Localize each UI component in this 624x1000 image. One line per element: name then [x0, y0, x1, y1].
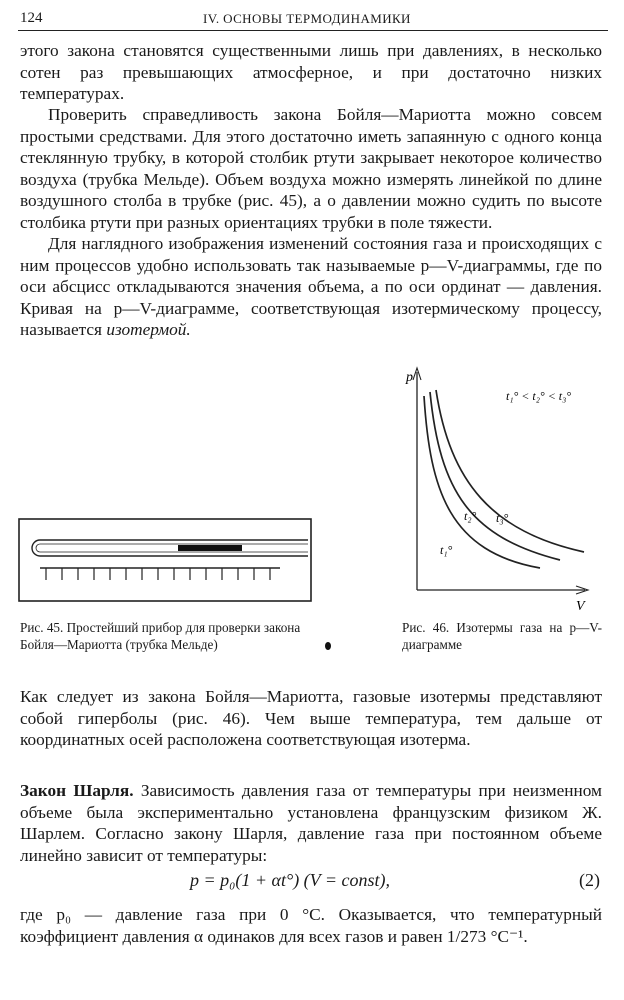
paragraph-2: Проверить справедливость закона Бойля—Мариотта можно совсем простыми средствами. Для этого достаточно иметь запаянную с одного конца стеклянную трубку, в которой столбик ртути закрывает некоторое количество воздуха (трубка Мельде). Объем воздуха можно измерять линейкой по длине воздушного столба в трубке (рис. 45), а о давлении можно судить по высоте столбика ртути при разных ориентациях трубки в поле тяжести. — [20, 105, 602, 232]
isotherm-label-t2: t₂° — [464, 509, 477, 523]
board — [19, 519, 311, 601]
glass-tube-inner — [36, 544, 308, 552]
axis-v-label: V — [576, 599, 585, 614]
isotherm-label-t1: t₁° — [440, 543, 453, 557]
paragraph-5 — [20, 780, 602, 866]
temperature-relation: t₁° < t₂° < t₃° — [506, 389, 572, 403]
figure-46-isotherms — [400, 362, 600, 617]
paragraph-6: где p₀ — давление газа при 0 °С. Оказывается, что температурный коэффициент давления α одинаков для всех газов и равен 1/273 °С⁻¹. — [20, 905, 602, 946]
section-title-charles-law: Закон Шарля. — [20, 781, 134, 800]
term-isotherm: изотермой. — [106, 320, 191, 340]
formula-number: (2) — [579, 870, 600, 890]
mercury-column — [178, 545, 242, 551]
page-number: 124 — [20, 10, 43, 26]
paragraph-1: этого закона становятся существенными лишь при давлениях, в несколько сотен раз превышающих атмосферное, и при достаточно низких температурах. — [20, 41, 602, 104]
formula-charles-law: p = p₀(1 + αt°) (V = const), — [190, 870, 390, 890]
page-header — [18, 8, 608, 31]
axis-p-label: p — [406, 370, 413, 385]
running-head: IV. ОСНОВЫ ТЕРМОДИНАМИКИ — [203, 11, 411, 26]
paragraph-3-text: Для наглядного изображения изменений состояния газа и происходящих с ним процессов удобно использовать так называемые p—V-диаграммы, где по оси абсцисс откладываются значения объема, а по оси ординат — давления. Кривая на p—V-диаграмме, соответствующая изотермическому процессу, называется — [20, 234, 602, 340]
isotherm-t3 — [436, 390, 584, 552]
figure-46-caption: Рис. 46. Изотермы газа на p—V-диаграмме — [402, 620, 602, 652]
isotherm-t2 — [430, 392, 560, 560]
paragraph-3 — [20, 233, 602, 341]
glass-tube — [32, 540, 308, 556]
isotherm-label-t3: t₃° — [496, 511, 509, 525]
paragraph-5-text: Зависимость давления газа от температуры при неизменном объеме была экспериментально установлена французским физиком Ж. Шарлем. Согласно закону Шарля, давление газа при постоянном объеме линейно зависит от температуры: — [20, 781, 602, 865]
paragraph-4: Как следует из закона Бойля—Мариотта, газовые изотермы представляют собой гиперболы (рис. 46). Чем выше температура, тем дальше от координатных осей расположена соответствующая изотерма. — [20, 687, 602, 750]
figure-45-melde-tube — [18, 518, 314, 604]
ruler-ticks — [46, 568, 270, 580]
figure-45-caption: Рис. 45. Простейший прибор для проверки закона Бойля—Мариотта (трубка Мельде) — [20, 620, 301, 652]
ink-dot — [325, 642, 331, 650]
